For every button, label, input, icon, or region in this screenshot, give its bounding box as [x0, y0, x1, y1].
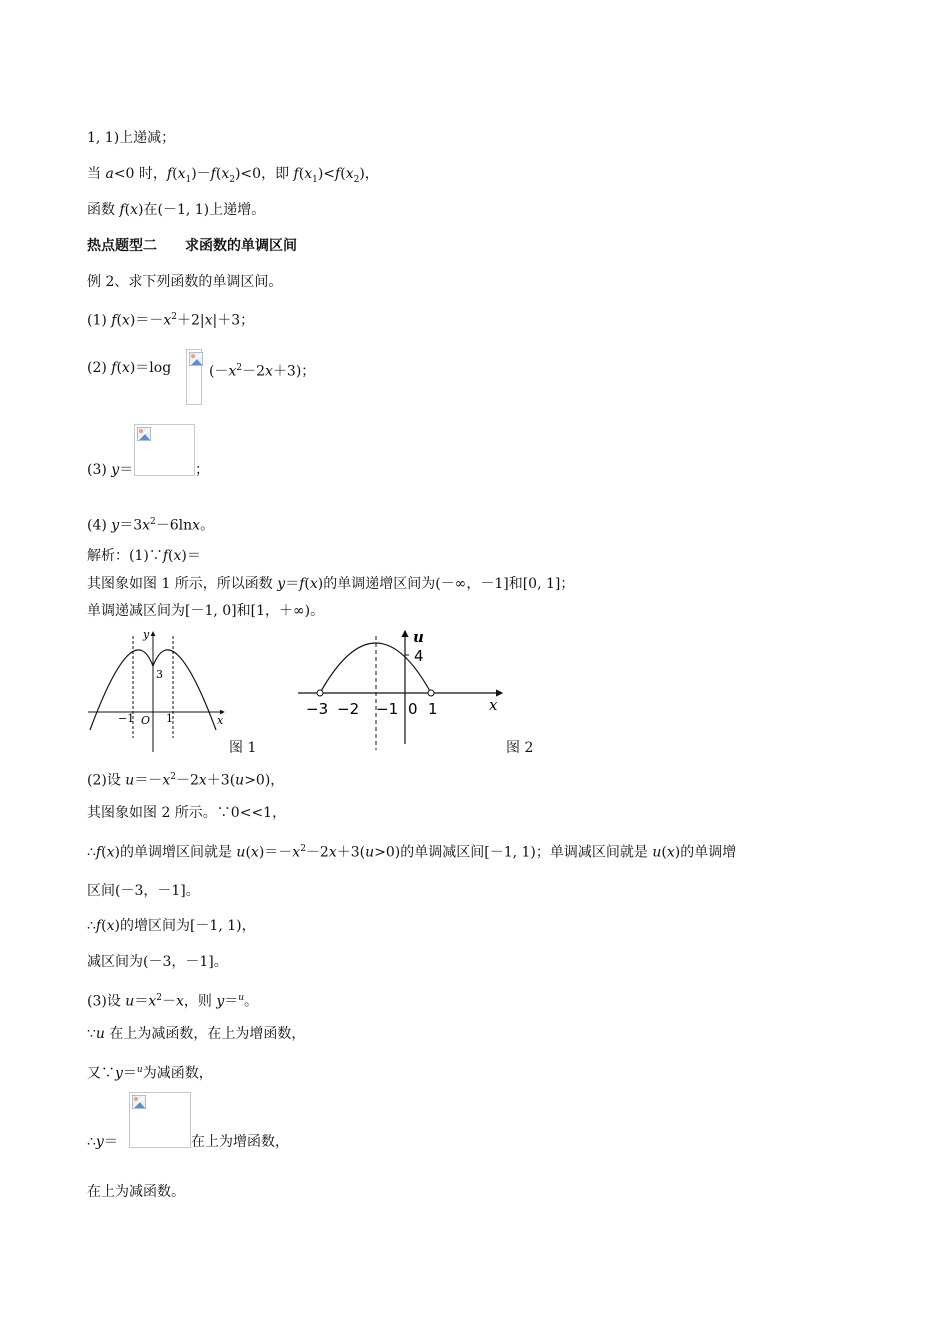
tick-label: −1: [376, 700, 399, 718]
figure-1-caption: 图 1: [229, 740, 257, 756]
open-endpoint: [317, 690, 323, 696]
tick-label: −3: [306, 700, 329, 718]
figure-1-graph: [86, 626, 230, 754]
broken-image-icon: [134, 424, 195, 476]
solution-line: 区间(－3，－1]。: [87, 883, 200, 899]
solution-line: ∴y＝: [87, 1134, 118, 1150]
tick-label: 1: [428, 700, 438, 718]
solution-line: 又∵y＝$^u$为减函数，: [87, 1065, 213, 1082]
solution-line-tail: 在上为增函数，: [191, 1134, 289, 1150]
question-4: (4) $y=3x^2-6\ln x$。: [87, 517, 215, 534]
figure-2-graph: [296, 628, 508, 752]
broken-image-icon: [129, 1092, 191, 1148]
tick-label: 4: [414, 647, 424, 665]
solution-line: 其图象如图 2 所示。∵0<<1，: [87, 805, 287, 821]
solution-line: ∴f(x)的增区间为[－1, 1)，: [87, 918, 256, 934]
question-3-tail: ；: [195, 462, 209, 478]
tick-label: −1: [118, 712, 135, 725]
tick-label: 3: [156, 668, 163, 681]
solution-line: ∵u 在上为减函数，在上为增函数，: [87, 1026, 306, 1042]
tick-label: −2: [337, 700, 360, 718]
y-axis-label: y: [143, 628, 150, 641]
broken-image-icon: [132, 1095, 146, 1109]
solution-line: 其图象如图 1 所示，所以函数 y＝f(x)的单调递增区间为(－∞，－1]和[0, 1]；: [87, 576, 575, 592]
text-line: 1, 1)上递减；: [87, 130, 176, 146]
solution-line: (3)设 $u=x^2-x$，则 y＝$^u$。: [87, 993, 259, 1010]
solution-line: ∴f(x)的单调增区间就是 $u(x)=-x^2-2x+3(u>0)$的单调减区间[－1, 1)；单调减区间就是 u(x)的单调增: [87, 844, 737, 861]
origin-label: O: [141, 714, 151, 727]
solution-line: (2)设 $u=-x^2-2x+3(u>0)$，: [87, 772, 285, 789]
x-axis-label: x: [217, 714, 224, 727]
text-line: 例 2、求下列函数的单调区间。: [87, 274, 283, 290]
broken-image-icon: [186, 349, 202, 405]
u-axis-label: u: [413, 628, 424, 646]
question-1: (1) $f(x)=-x^2+2|x|+3$；: [87, 312, 255, 329]
broken-image-icon: [189, 352, 203, 366]
open-endpoint: [428, 690, 434, 696]
question-2: (2) f(x)＝log: [87, 360, 172, 376]
broken-image-icon: [137, 427, 151, 441]
text-line: 函数 f(x)在(－1, 1)上递增。: [87, 202, 266, 218]
solution-line: 在上为减函数。: [87, 1184, 185, 1200]
solution-line: 单调递减区间为[－1, 0]和[1，＋∞)。: [87, 603, 325, 619]
x-axis-label: x: [489, 696, 498, 714]
solution-line: 解析：(1)∵f(x)＝: [87, 548, 201, 564]
tick-label: 1: [166, 712, 173, 725]
solution-line: 减区间为(－3，－1]。: [87, 954, 228, 970]
figure-2-caption: 图 2: [506, 740, 534, 756]
text-line: 当 a<0 时，$f(x_1)-f(x_2)<0$，即 $f(x_1)<f(x_2)$，: [87, 166, 379, 185]
question-3: (3) y＝: [87, 462, 134, 478]
section-heading: 热点题型二 求函数的单调区间: [87, 238, 297, 254]
tick-label: 0: [408, 700, 418, 718]
question-2-tail: $(-x^2-2x+3)$；: [209, 363, 316, 380]
